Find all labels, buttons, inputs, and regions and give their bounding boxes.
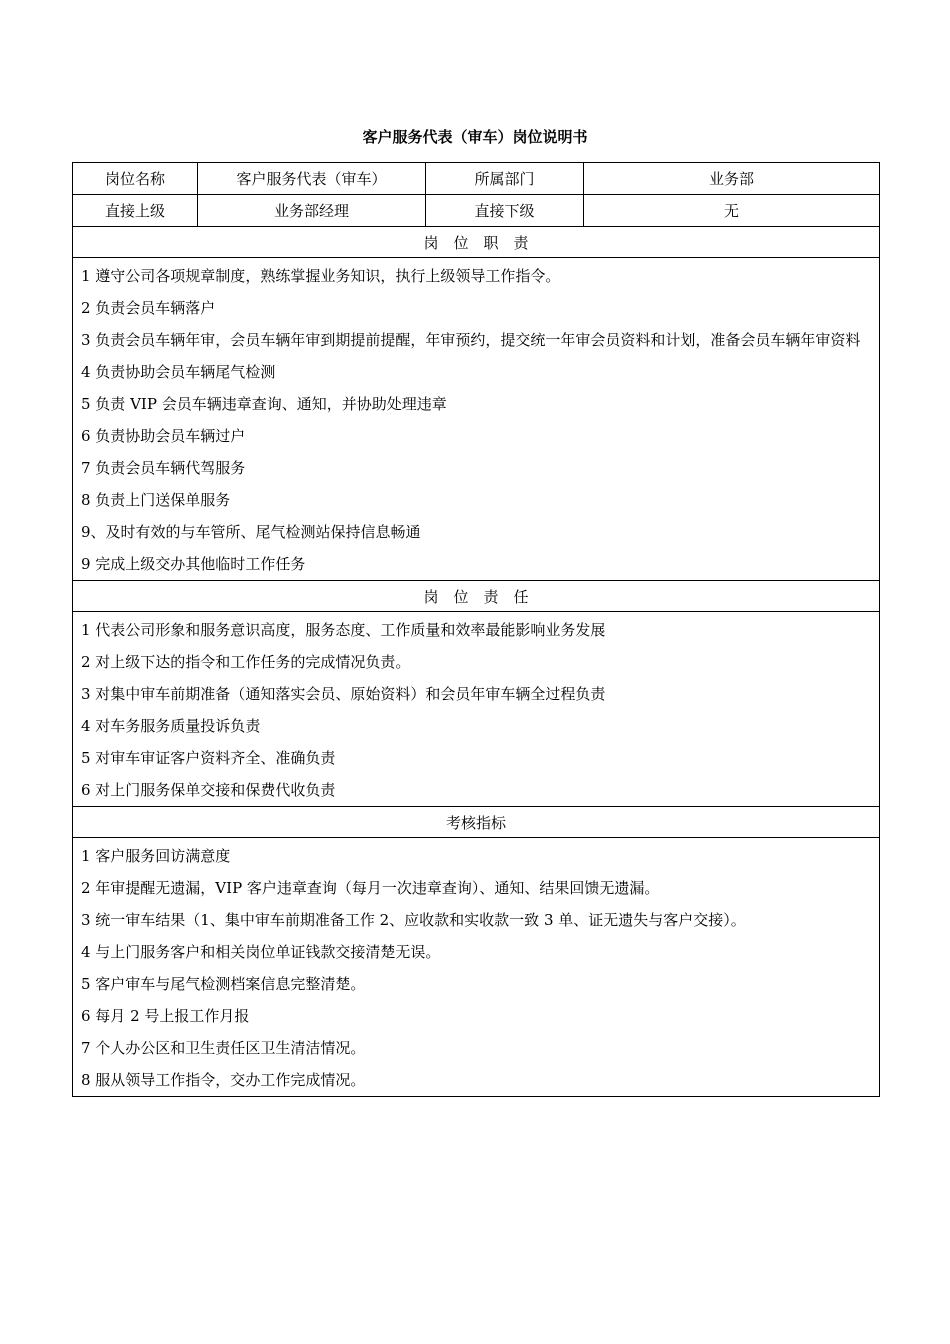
list-item: 3 对集中审车前期准备（通知落实会员、原始资料）和会员年审车辆全过程负责: [81, 685, 606, 703]
list-item: 6 对上门服务保单交接和保费代收负责: [81, 781, 336, 799]
responsibilities-list: [73, 612, 880, 807]
list-item: 9、及时有效的与车管所、尾气检测站保持信息畅通: [81, 523, 421, 541]
responsibilities-header: 岗 位 责 任: [73, 581, 880, 612]
list-item: 6 每月 2 号上报工作月报: [81, 1007, 250, 1025]
duties-list: [73, 258, 880, 581]
list-item: 7 个人办公区和卫生责任区卫生清洁情况。: [81, 1039, 366, 1057]
document-title: 客户服务代表（审车）岗位说明书: [362, 128, 588, 146]
department-value: 业务部: [584, 163, 880, 195]
job-description-table: [72, 162, 880, 1097]
subordinate-label: 直接下级: [426, 195, 584, 227]
kpi-header: 考核指标: [73, 807, 880, 838]
list-item: 3 统一审车结果（1、集中审车前期准备工作 2、应收款和实收款一致 3 单、证无遗失与客户交接）。: [81, 911, 746, 929]
list-item: 5 客户审车与尾气检测档案信息完整清楚。: [81, 975, 366, 993]
list-item: 3 负责会员车辆年审，会员车辆年审到期提前提醒，年审预约，提交统一年审会员资料和计划，准备会员车辆年审资料: [81, 331, 861, 349]
supervisor-value: 业务部经理: [198, 195, 426, 227]
position-name-label: 岗位名称: [73, 163, 198, 195]
list-item: 9 完成上级交办其他临时工作任务: [81, 555, 306, 573]
list-item: 8 服从领导工作指令，交办工作完成情况。: [81, 1071, 366, 1089]
position-name-value: 客户服务代表（审车）: [198, 163, 426, 195]
list-item: 1 客户服务回访满意度: [81, 847, 231, 865]
list-item: 2 对上级下达的指令和工作任务的完成情况负责。: [81, 653, 411, 671]
subordinate-value: 无: [584, 195, 880, 227]
list-item: 1 遵守公司各项规章制度，熟练掌握业务知识，执行上级领导工作指令。: [81, 267, 561, 285]
list-item: 2 年审提醒无遗漏，VIP 客户违章查询（每月一次违章查询）、通知、结果回馈无遗漏。: [81, 879, 660, 897]
list-item: 7 负责会员车辆代驾服务: [81, 459, 246, 477]
list-item: 2 负责会员车辆落户: [81, 299, 216, 317]
list-item: 8 负责上门送保单服务: [81, 491, 231, 509]
list-item: 4 对车务服务质量投诉负责: [81, 717, 261, 735]
list-item: 4 负责协助会员车辆尾气检测: [81, 363, 276, 381]
info-row-1: [73, 163, 880, 195]
info-row-2: [73, 195, 880, 227]
list-item: 5 负责 VIP 会员车辆违章查询、通知，并协助处理违章: [81, 395, 447, 413]
list-item: 5 对审车审证客户资料齐全、准确负责: [81, 749, 336, 767]
supervisor-label: 直接上级: [73, 195, 198, 227]
kpi-list: [73, 838, 880, 1097]
duties-header: 岗 位 职 责: [73, 227, 880, 258]
list-item: 1 代表公司形象和服务意识高度，服务态度、工作质量和效率最能影响业务发展: [81, 621, 606, 639]
list-item: 6 负责协助会员车辆过户: [81, 427, 246, 445]
department-label: 所属部门: [426, 163, 584, 195]
list-item: 4 与上门服务客户和相关岗位单证钱款交接清楚无误。: [81, 943, 441, 961]
